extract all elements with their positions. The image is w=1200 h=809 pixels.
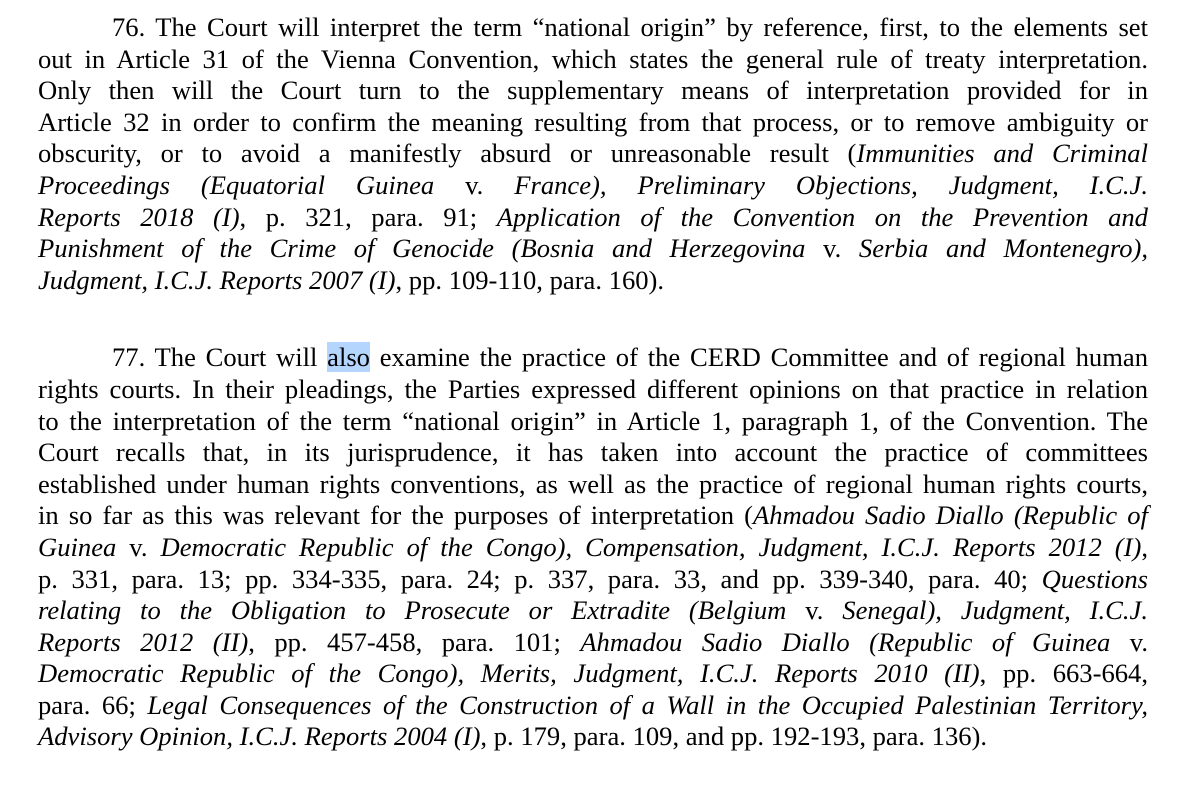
- text-segment: examine the practice of the CERD Committee and of regional human: [369, 342, 1148, 373]
- text-segment: Article 32 in order to confirm the meaning resulting from that process, or to remove ambiguity or: [38, 106, 1148, 137]
- text-segment: ,: [1141, 531, 1149, 562]
- italic-citation-text: Ahmadou Sadio Diallo (Republic of Guinea: [580, 626, 1130, 657]
- text-line: [38, 138, 1148, 170]
- text-line: [38, 265, 1148, 297]
- italic-citation-text: Reports 2018 (I): [38, 201, 240, 232]
- italic-citation-text: Judgment, I.C.J. Reports 2007 (I): [38, 264, 396, 295]
- text-line: [38, 721, 1148, 753]
- paragraph-76: [38, 12, 1148, 296]
- text-line: [38, 595, 1148, 627]
- text-line: [38, 500, 1148, 532]
- italic-citation-text: Senegal), Judgment, I.C.J.: [823, 595, 1148, 626]
- text-segment: , p. 179, para. 109, and pp. 192-193, para. 136).: [480, 721, 988, 752]
- document-page: [38, 12, 1148, 799]
- text-segment: v.: [465, 169, 484, 200]
- italic-citation-text: Punishment of the Crime of Genocide (Bosnia and Herzegovina: [38, 233, 824, 264]
- text-segment: 77. The Court will: [112, 342, 328, 373]
- text-segment: 76. The Court will interpret the term “national origin” by reference, first, to the elements set: [112, 12, 1148, 42]
- text-line: [38, 107, 1148, 139]
- text-line: [38, 233, 1148, 265]
- text-segment: rights courts. In their pleadings, the Parties expressed different opinions on that practice in relation: [38, 373, 1148, 404]
- italic-citation-text: France), Preliminary Objections, Judgment, I.C.J.: [483, 169, 1148, 200]
- text-segment: obscurity, or to avoid a manifestly absurd or unreasonable result (: [38, 138, 857, 169]
- text-line: [38, 75, 1148, 107]
- italic-citation-text: relating to the Obligation to Prosecute or Extradite (Belgium: [38, 595, 806, 626]
- text-line: [38, 658, 1148, 690]
- text-segment: , pp. 663-664,: [979, 658, 1148, 689]
- italic-citation-text: Questions: [1041, 563, 1148, 594]
- text-segment: para. 66;: [38, 689, 148, 720]
- text-line: [38, 564, 1148, 596]
- text-segment: v.: [129, 531, 148, 562]
- text-line: [38, 12, 1148, 44]
- italic-citation-text: Ahmadou Sadio Diallo (Republic of: [753, 500, 1148, 531]
- text-segment: v.: [823, 233, 842, 264]
- italic-citation-text: Advisory Opinion, I.C.J. Reports 2004 (I): [38, 721, 481, 752]
- italic-citation-text: Immunities and Criminal: [856, 138, 1148, 169]
- text-line: [38, 44, 1148, 76]
- italic-citation-text: Guinea: [38, 531, 130, 562]
- text-segment: to the interpretation of the term “national origin” in Article 1, paragraph 1, of the Convention. The: [38, 405, 1148, 436]
- text-segment: Only then will the Court turn to the supplementary means of interpretation provided for in: [38, 75, 1148, 106]
- italic-citation-text: Serbia and Montenegro),: [841, 233, 1148, 264]
- text-line: [38, 690, 1148, 722]
- italic-citation-text: Proceedings (Equatorial Guinea: [38, 169, 466, 200]
- text-line: [38, 406, 1148, 438]
- italic-citation-text: Application of the Convention on the Prevention and: [496, 201, 1148, 232]
- text-segment: out in Article 31 of the Vienna Convention, which states the general rule of treaty interpretation.: [38, 43, 1148, 74]
- text-segment: v.: [805, 595, 824, 626]
- italic-citation-text: Legal Consequences of the Construction of a Wall in the Occupied Palestinian Territory,: [147, 689, 1148, 720]
- text-segment: , p. 321, para. 91;: [239, 201, 497, 232]
- text-line: [38, 437, 1148, 469]
- text-segment: p. 331, para. 13; pp. 334-335, para. 24; p. 337, para. 33, and pp. 339-340, para. 40;: [38, 563, 1042, 594]
- text-line: [38, 627, 1148, 659]
- text-line: [38, 469, 1148, 501]
- text-segment: in so far as this was relevant for the purposes of interpretation (: [38, 500, 754, 531]
- italic-citation-text: Democratic Republic of the Congo), Merits, Judgment, I.C.J. Reports 2010 (II): [38, 658, 980, 689]
- paragraph-77: [38, 342, 1148, 753]
- text-line: [38, 532, 1148, 564]
- text-segment: established under human rights conventions, as well as the practice of regional human rights courts,: [38, 468, 1148, 499]
- selected-text[interactable]: also: [327, 342, 370, 373]
- text-line: [38, 202, 1148, 234]
- text-line: [38, 170, 1148, 202]
- italic-citation-text: Democratic Republic of the Congo), Compensation, Judgment, I.C.J. Reports 2012 (I): [147, 531, 1142, 562]
- text-segment: Court recalls that, in its jurisprudence, it has taken into account the practice of committees: [38, 437, 1148, 468]
- text-line: [38, 342, 1148, 374]
- text-segment: , pp. 457-458, para. 101;: [248, 626, 581, 657]
- text-line: [38, 374, 1148, 406]
- text-segment: v.: [1129, 626, 1149, 657]
- text-segment: , pp. 109-110, para. 160).: [395, 264, 665, 295]
- italic-citation-text: Reports 2012 (II): [38, 626, 249, 657]
